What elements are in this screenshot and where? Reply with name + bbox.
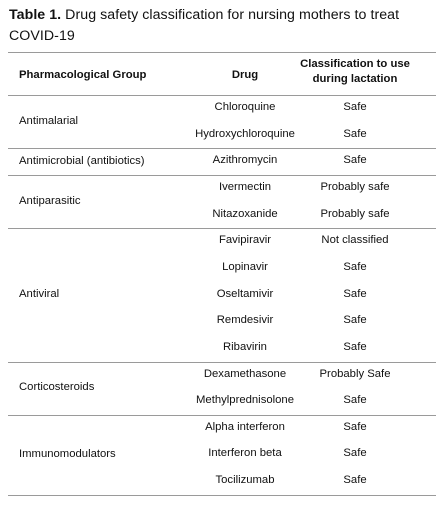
drug-cell: Alpha interferon (205, 420, 285, 433)
classification-cell: Safe (343, 447, 367, 460)
group-separator-rule (8, 228, 436, 229)
drug-cell: Tocilizumab (215, 474, 275, 487)
table-caption-label: Table 1. (9, 7, 62, 23)
classification-cell: Safe (343, 394, 367, 407)
drug-cell: Favipiravir (218, 234, 272, 247)
group-name: Antimicrobial (antibiotics) (19, 154, 145, 167)
classification-cell: Probably safe (320, 180, 390, 193)
header-classification (282, 57, 428, 87)
group-name: Antiviral (19, 287, 60, 300)
header-classification-line1: Classification to use (300, 58, 410, 70)
drug-cell: Ribavirin (223, 340, 267, 353)
group-separator-rule (8, 362, 436, 363)
classification-cell: Not classified (321, 234, 389, 247)
classification-cell: Safe (343, 101, 367, 113)
table-caption-text: Drug safety classification for nursing mothers to treat COVID-19 (9, 7, 400, 44)
classification-cell: Probably Safe (319, 367, 391, 380)
group-separator-rule (8, 148, 436, 149)
table-bottom-rule (8, 495, 436, 496)
classification-cell: Safe (343, 154, 367, 167)
header-pharmacological-group: Pharmacological Group (19, 69, 147, 81)
drug-cell: Chloroquine (214, 101, 276, 113)
group-separator-rule (8, 175, 436, 176)
classification-cell: Safe (343, 287, 367, 300)
drug-cell: Dexamethasone (203, 367, 287, 380)
drug-cell: Lopinavir (222, 260, 268, 273)
header-classification-line2: during lactation (312, 73, 398, 85)
drug-cell: Methylprednisolone (196, 394, 294, 407)
classification-cell: Safe (343, 314, 367, 327)
drug-cell: Nitazoxanide (212, 207, 278, 220)
drug-cell: Interferon beta (208, 447, 282, 460)
drug-cell: Remdesivir (216, 314, 274, 327)
drug-cell: Oseltamivir (216, 287, 274, 300)
classification-cell: Safe (343, 340, 367, 353)
classification-cell: Safe (343, 420, 367, 433)
classification-cell: Safe (343, 127, 367, 140)
drug-cell: Hydroxychloroquine (195, 127, 295, 140)
group-name: Corticosteroids (19, 381, 95, 394)
table-top-rule (8, 52, 436, 53)
header-drug: Drug (231, 69, 259, 81)
table-header-rule (8, 95, 436, 96)
classification-cell: Probably safe (320, 207, 390, 220)
group-separator-rule (8, 415, 436, 416)
group-name: Antiparasitic (19, 194, 81, 207)
drug-cell: Azithromycin (212, 154, 278, 167)
drug-cell: Ivermectin (218, 180, 272, 193)
group-name: Antimalarial (19, 114, 79, 127)
group-name: Immunomodulators (19, 447, 116, 460)
table-caption (9, 5, 437, 47)
classification-cell: Safe (343, 474, 367, 487)
classification-cell: Safe (343, 260, 367, 273)
